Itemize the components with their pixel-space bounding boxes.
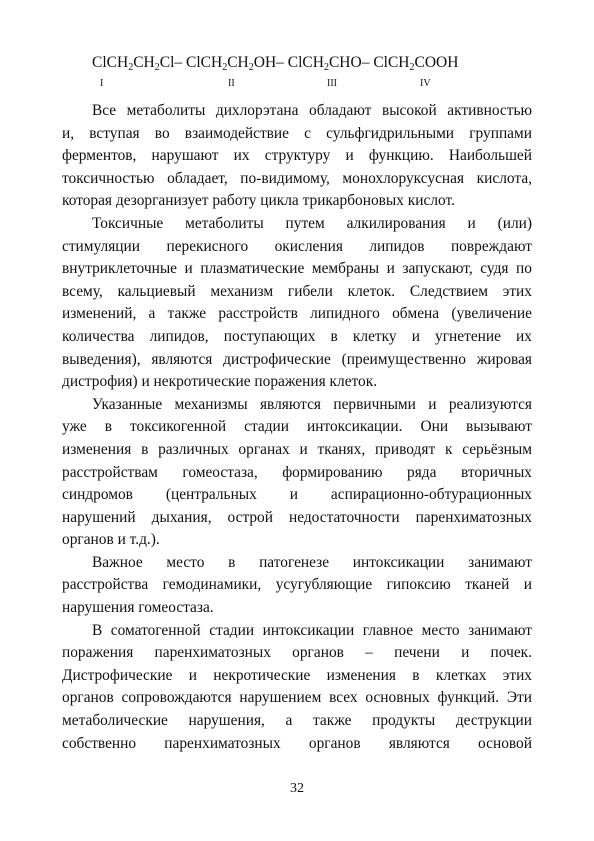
text-line: метаболические нарушения, а также продукты деструкции	[62, 712, 532, 730]
text-line: выведения), являются дистрофические (преимущественно жировая	[62, 350, 532, 368]
compound-numeral: II	[228, 78, 235, 89]
text-line: дистрофия) и некротические поражения клеток.	[62, 373, 378, 391]
text-line: токсичностью обладает, по-видимому, монохлоруксусная кислота,	[62, 169, 532, 187]
text-line: стимуляции перекисного окисления липидов повреждают	[62, 237, 532, 255]
text-line: внутриклеточные и плазматические мембраны и запускают, судя по	[62, 260, 532, 278]
text-line: Токсичные метаболиты путем алкилирования и (или)	[92, 214, 532, 232]
text-line: В соматогенной стадии интоксикации главное место занимают	[92, 621, 532, 639]
text-line: которая дезорганизует работу цикла трикарбоновых кислот.	[62, 192, 455, 210]
text-line: поражения паренхиматозных органов – печени и почек.	[62, 644, 532, 662]
text-line: Все метаболиты дихлорэтана обладают высокой активностью	[92, 102, 532, 119]
text-line: ферментов, нарушают их структуру и функцию. Наибольшей	[62, 147, 532, 165]
text-line: Важное место в патогенезе интоксикации занимают	[92, 553, 532, 571]
text-line: нарушений дыхания, острой недостаточности паренхиматозных	[62, 508, 532, 526]
text-line: уже в токсикогенной стадии интоксикации. Они вызывают	[62, 418, 532, 436]
text-line: собственно паренхиматозных органов являются основой	[62, 734, 532, 752]
page-number: 32	[290, 781, 304, 796]
text-line: Дистрофические и некротические изменения в клетках этих	[62, 666, 532, 684]
compound-3: ClCH$_2$CHO–	[287, 54, 374, 73]
text-line: расстройствам гомеостаза, формированию ряда вторичных	[62, 463, 532, 481]
text-line: изменений, а также расстройств липидного обмена (увеличение	[62, 305, 532, 323]
chemical-formula	[92, 54, 458, 72]
text-line: всему, кальциевый механизм гибели клеток. Следствием этих	[62, 282, 532, 300]
compound-4: ClCH$_2$COOH	[373, 54, 459, 73]
text-line: расстройства гемодинамики, усугубляющие гипоксию тканей и	[62, 576, 532, 594]
text-line: изменения в различных органах и тканях, приводят к серьёзным	[62, 440, 532, 458]
text-line: синдромов (центральных и аспирационно-обтурационных	[62, 486, 532, 504]
text-line: органов и т.д.).	[62, 531, 160, 549]
text-line: нарушения гомеостаза.	[62, 599, 214, 617]
body-text	[62, 100, 532, 755]
compound-numeral: I	[100, 78, 104, 89]
compound-1: $ClCH_2CH_2Cl-$	[92, 54, 187, 73]
text-line: количества липидов, поступающих в клетку и угнетение их	[62, 327, 532, 345]
text-line: и, вступая во взаимодействие с сульфгидрильными группами	[62, 124, 532, 142]
text-line: органов сопровождаются нарушением всех основных функций. Эти	[62, 689, 532, 707]
compound-2: $ClCH_2CH_2OH-$	[186, 54, 288, 73]
compound-numeral: IV	[420, 78, 431, 89]
compound-numeral: III	[327, 78, 337, 89]
text-line: Указанные механизмы являются первичными и реализуются	[92, 395, 532, 413]
